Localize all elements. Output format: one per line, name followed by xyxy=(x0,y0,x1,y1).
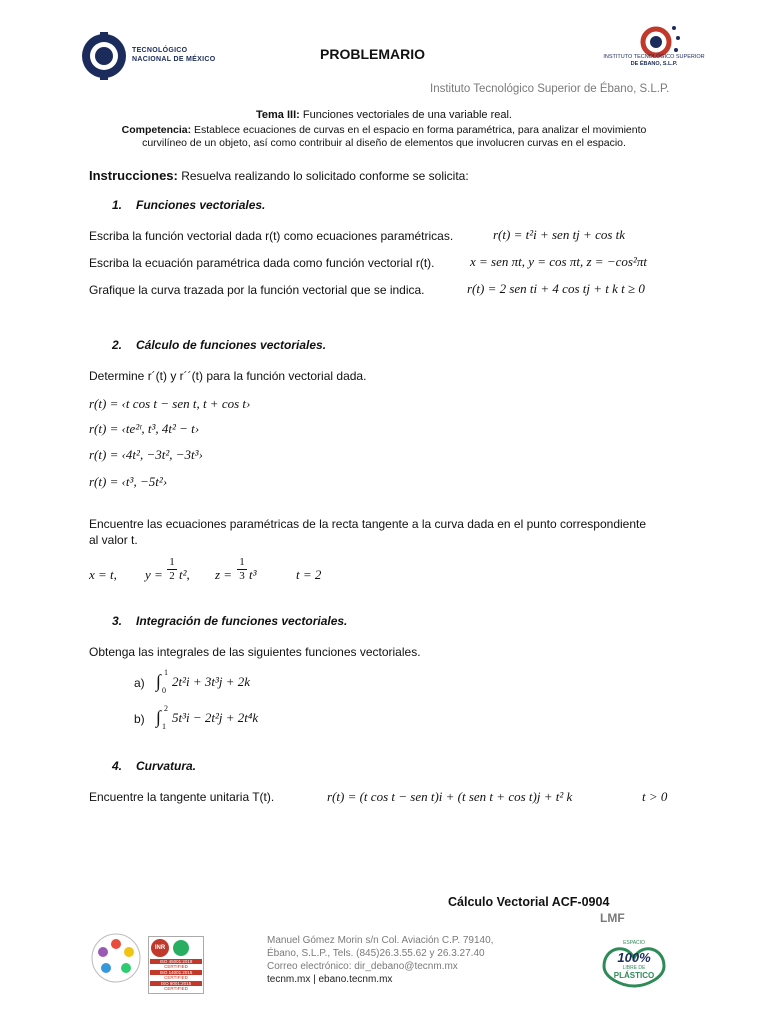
section-3-heading xyxy=(112,614,347,628)
plastic-free-logo xyxy=(596,938,672,988)
address-line-2: Ébano, S.L.P., Tels. (845)26.3.55.62 y 26.3.27.40 xyxy=(267,948,485,959)
s2-eq-t: t = 2 xyxy=(296,567,322,582)
s2-eq-y-fraction xyxy=(167,556,177,583)
s2-function-1: r(t) = ‹t cos t − sen t, t + cos t› xyxy=(89,396,251,411)
iso-9001: ISO 9001:2015 xyxy=(150,981,202,986)
plastic-line-3: LIBRE DE xyxy=(622,965,646,971)
s2-eq-y-numerator: 1 xyxy=(169,556,175,568)
certified-2: CERTIFIED xyxy=(164,975,188,980)
competencia-label: Competencia: xyxy=(121,124,192,136)
certifications-icon xyxy=(148,936,204,994)
integral-sign-b: ∫ xyxy=(156,707,161,727)
s2-eq-z-numerator: 1 xyxy=(239,556,245,568)
integral-sign-a: ∫ xyxy=(156,671,161,691)
s2-question-2-line1: Encuentre las ecuaciones paramétricas de la recta tangente a la curva dada en el punto correspondiente xyxy=(89,517,647,531)
website-links[interactable]: tecnm.mx | ebano.tecnm.mx xyxy=(267,974,393,985)
s3-item-a-lower: 0 xyxy=(162,686,166,695)
section-1-title: Funciones vectoriales. xyxy=(136,198,266,212)
s2-question-1: Determine r´(t) y r´´(t) para la función vectorial dada. xyxy=(89,369,367,383)
s2-eq-z-suffix: t³ xyxy=(249,567,257,582)
plastic-line-1: ESPACIO xyxy=(623,940,645,946)
author-initials: LMF xyxy=(600,911,625,925)
competencia-text: Establece ecuaciones de curvas en el espacio en forma paramétrica, para analizar el movimiento xyxy=(191,124,647,136)
instructions-label: Instrucciones: xyxy=(89,168,178,183)
plastic-line-2: 100% xyxy=(617,950,651,965)
itse-logo-text: INSTITUTO TECNOLÓGICO SUPERIOR DE ÉBANO, S.L.P. xyxy=(603,54,705,67)
s3-item-a-integrand: 2t²i + 3t³j + 2k xyxy=(172,674,251,689)
s3-item-b-upper: 2 xyxy=(164,704,168,713)
s2-eq-z-denominator: 3 xyxy=(239,570,245,582)
s3-item-b-label: b) xyxy=(134,712,145,726)
s3-item-b-integrand: 5t³i − 2t²j + 2t⁴k xyxy=(172,710,259,725)
s1-math-2: x = sen πt, y = cos πt, z = −cos²πt xyxy=(470,254,647,269)
competencia-line2: curvilíneo de un objeto, así como contribuir al diseño de elementos que involucren curvas en el espacio. xyxy=(142,137,626,149)
section-4-title: Curvatura. xyxy=(136,759,197,773)
s2-eq-y-prefix: y = xyxy=(145,567,163,582)
email: Correo electrónico: dir_debano@tecnm.mx xyxy=(267,961,458,972)
section-2-number: 2. xyxy=(112,338,123,352)
section-4-heading xyxy=(112,759,196,773)
s2-eq-z-fraction xyxy=(237,556,247,583)
s2-eq-x: x = t, xyxy=(89,567,117,582)
institute-name: Instituto Tecnológico Superior de Ébano, S.L.P. xyxy=(430,83,670,95)
iso-45001: ISO 45001:2018 xyxy=(150,959,202,964)
plastic-line-4: PLÁSTICO xyxy=(613,971,655,980)
s2-eq-y-denominator: 2 xyxy=(169,570,175,582)
s1-question-3: Grafique la curva trazada por la función vectorial que se indica. xyxy=(89,283,425,297)
instructions xyxy=(89,168,469,183)
s4-condition: t > 0 xyxy=(642,789,668,804)
s3-item-b-lower: 1 xyxy=(162,722,166,731)
s2-question-2-line2: al valor t. xyxy=(89,533,138,547)
section-4-number: 4. xyxy=(112,759,123,773)
section-3-title: Integración de funciones vectoriales. xyxy=(136,614,348,628)
topic-label: Tema III: xyxy=(256,109,300,121)
section-3-number: 3. xyxy=(112,614,123,628)
s4-question-1: Encuentre la tangente unitaria T(t). xyxy=(89,790,275,804)
course-name: Cálculo Vectorial ACF-0904 xyxy=(448,895,610,909)
instructions-text: Resuelva realizando lo solicitado conforme se solicita: xyxy=(177,169,469,183)
s1-math-1: r(t) = t²i + sen tj + cos tk xyxy=(493,227,626,242)
tecnm-logo-text: TECNOLÓGICO NACIONAL DE MÉXICO xyxy=(132,47,216,63)
s3-question-1: Obtenga las integrales de las siguientes funciones vectoriales. xyxy=(89,645,421,659)
s3-item-a-upper: 1 xyxy=(164,668,168,677)
certified-3: CERTIFIED xyxy=(164,986,188,991)
page-title: PROBLEMARIO xyxy=(320,46,425,62)
equality-seal-icon xyxy=(90,932,142,984)
s2-function-4: r(t) = ‹t³, −5t²› xyxy=(89,474,168,489)
topic-text: Funciones vectoriales de una variable real. xyxy=(299,109,512,121)
s2-eq-y-suffix: t², xyxy=(179,567,190,582)
s2-function-3: r(t) = ‹4t², −3t², −3t³› xyxy=(89,447,203,462)
iso-14001: ISO 14001:2015 xyxy=(150,970,202,975)
s1-question-1: Escriba la función vectorial dada r(t) como ecuaciones paramétricas. xyxy=(89,229,454,243)
certified-1: CERTIFIED xyxy=(164,964,188,969)
globe-icon xyxy=(173,940,189,956)
section-1-number: 1. xyxy=(112,198,123,212)
section-2-title: Cálculo de funciones vectoriales. xyxy=(136,338,327,352)
topic-line xyxy=(0,109,768,121)
s1-math-3: r(t) = 2 sen ti + 4 cos tj + t k t ≥ 0 xyxy=(467,281,645,296)
s2-function-2: r(t) = ‹te²ᵗ, t³, 4t² − t› xyxy=(89,421,200,436)
s1-question-2: Escriba la ecuación paramétrica dada como función vectorial r(t). xyxy=(89,256,435,270)
section-2-heading xyxy=(112,338,326,352)
s4-math-1: r(t) = (t cos t − sen t)i + (t sen t + cos t)j + t² k xyxy=(327,789,573,804)
competencia-line1 xyxy=(0,124,768,136)
s2-eq-z-prefix: z = xyxy=(215,567,233,582)
address-line-1: Manuel Gómez Morin s/n Col. Aviación C.P. 79140, xyxy=(267,935,494,946)
section-1-heading xyxy=(112,198,265,212)
s3-item-a-label: a) xyxy=(134,676,145,690)
inr-badge: INR xyxy=(151,939,169,957)
